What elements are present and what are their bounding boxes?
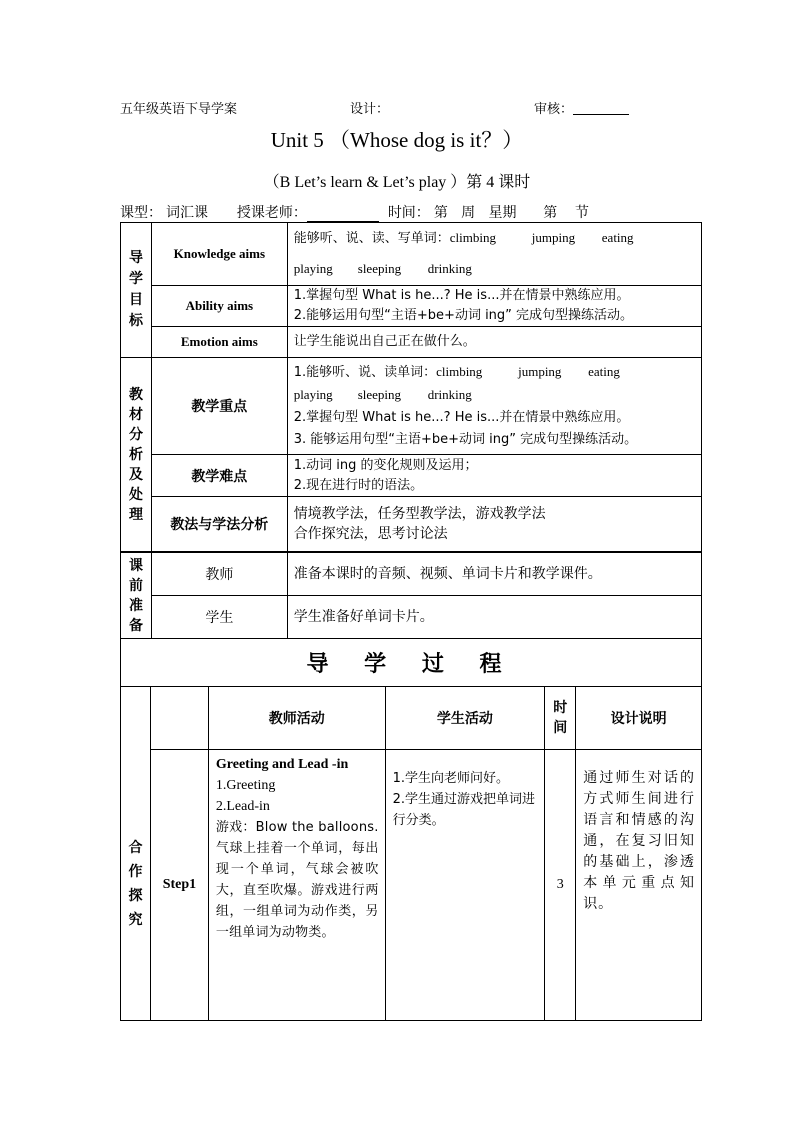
knowledge-aims-label: Knowledge aims xyxy=(151,223,287,286)
emotion-aims-content: 让学生能说出自己正在做什么。 xyxy=(287,327,701,358)
teacher-blank xyxy=(307,205,379,222)
header-review xyxy=(534,98,629,117)
student-activity-content: 1.学生向老师问好。 2.学生通过游戏把单词进行分类。 xyxy=(385,750,545,1021)
prep-teacher-content: 准备本课时的音频、视频、单词卡片和教学课件。 xyxy=(287,553,701,596)
key-points-content: 1.能够听、说、读单词：climbing jumping eating playing sleeping drinking 2.掌握句型 What is he...? He is...并在情景中熟练应用。 3. 能够运用句型“主语+be+动词 ing” 完成句型操练活动。 xyxy=(287,358,701,455)
difficulty-content: 1.动词 ing 的变化规则及运用； 2.现在进行时的语法。 xyxy=(287,455,701,497)
key-points-label: 教学重点 xyxy=(151,358,287,455)
knowledge-aims-content: 能够听、说、读、写单词：climbing jumping eating playing sleeping drinking xyxy=(287,223,701,286)
process-title: 导 学 过 程 xyxy=(121,639,702,687)
col-teacher-activity: 教师活动 xyxy=(208,687,385,750)
prep-student-content: 学生准备好单词卡片。 xyxy=(287,596,701,639)
col-design-notes: 设计说明 xyxy=(576,687,702,750)
time-value: 3 xyxy=(545,750,576,1021)
aims-table xyxy=(120,222,702,358)
header-review-label: 审核： xyxy=(534,102,574,117)
prep-teacher-label: 教师 xyxy=(151,553,287,596)
aims-section-label: 导 学 目 标 xyxy=(121,223,152,358)
col-student-activity: 学生活动 xyxy=(385,687,545,750)
header-grade-label: 五年级英语下导学案 xyxy=(120,102,238,117)
col-time: 时 间 xyxy=(545,687,576,750)
method-content: 情境教学法，任务型教学法，游戏教学法 合作探究法，思考讨论法 xyxy=(287,497,701,552)
teacher-activity-content: Greeting and Lead -in 1.Greeting 2.Lead-in 游戏：Blow the balloons. 气球上挂着一个单词，每出现一个单词，气球会被吹大，直至吹爆。游戏进行两组，一组单词为动作类，另一组单词为动物类。 xyxy=(208,750,385,1021)
lesson-meta xyxy=(120,202,700,223)
analysis-table xyxy=(120,357,702,552)
teacher-label: 授课老师： xyxy=(236,205,307,221)
analysis-section-label: 教 材 分 析 及 处 理 xyxy=(121,358,152,552)
process-title-table xyxy=(120,638,702,687)
emotion-aims-label: Emotion aims xyxy=(151,327,287,358)
process-step-header xyxy=(150,687,208,750)
design-notes-content: 通过师生对话的方式师生间进行语言和情感的沟通，在复习旧知的基础上，渗透本单元重点知识。 xyxy=(576,750,702,1021)
process-section-label: 合 作 探 究 xyxy=(121,687,151,1021)
ability-aims-content: 1.掌握句型 What is he...? He is...并在情景中熟练应用。 2.能够运用句型“主语+be+动词 ing” 完成句型操练活动。 xyxy=(287,286,701,327)
page-title: Unit 5 （Whose dog is it？） xyxy=(270,128,524,152)
difficulty-label: 教学难点 xyxy=(151,455,287,497)
method-label: 教法与学法分析 xyxy=(151,497,287,552)
prep-student-label: 学生 xyxy=(151,596,287,639)
page-subtitle: （B Let’s learn & Let’s play ）第 4 课时 xyxy=(263,174,531,191)
ability-aims-label: Ability aims xyxy=(151,286,287,327)
time-label: 时间： xyxy=(387,205,430,221)
prep-table xyxy=(120,552,702,639)
step-label: Step1 xyxy=(150,750,208,1021)
type-value: 词汇课 xyxy=(162,202,228,223)
time-value: 第 周 星期 第 节 xyxy=(430,202,622,223)
review-blank-line xyxy=(573,102,629,115)
process-table xyxy=(120,686,702,1021)
type-label: 课型： xyxy=(120,205,162,221)
prep-section-label: 课 前 准 备 xyxy=(121,553,152,639)
header-design-label: 设计： xyxy=(350,102,390,117)
